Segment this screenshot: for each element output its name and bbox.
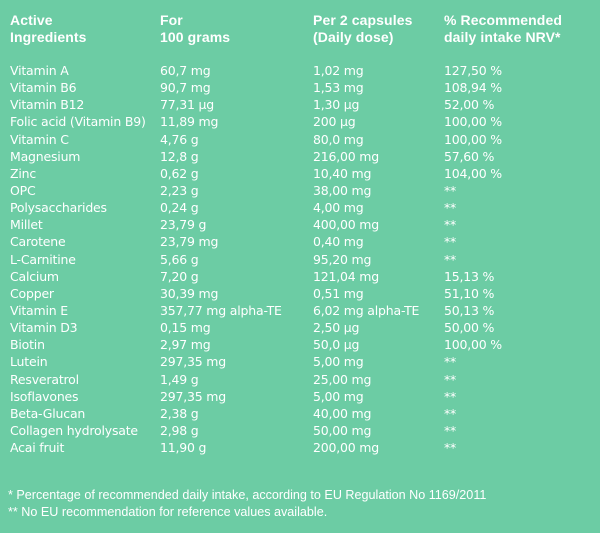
table-row <box>0 182 600 199</box>
amount-per-dose: 50,0 µg <box>313 337 360 353</box>
ingredient-name: Acai fruit <box>10 440 65 456</box>
amount-per-dose: 1,02 mg <box>313 63 364 78</box>
table-header <box>0 12 600 52</box>
header-per-daily-dose <box>313 12 412 46</box>
nrv-percentage: ** <box>444 251 457 267</box>
nrv-percentage: 50,13 % <box>444 302 495 318</box>
header-line: % Recommended <box>444 12 562 28</box>
nrv-percentage: ** <box>444 422 457 438</box>
ingredient-name: OPC <box>10 182 36 198</box>
ingredient-name: Millet <box>10 217 43 233</box>
table-row <box>0 165 600 182</box>
header-line: For <box>160 12 183 28</box>
ingredient-name: Vitamin B12 <box>10 97 85 113</box>
amount-per-100g: 0,15 mg <box>160 320 211 336</box>
header-line: Per 2 capsules <box>313 12 413 28</box>
amount-per-100g: 12,8 g <box>160 148 199 164</box>
table-row <box>0 268 600 285</box>
table-row <box>0 131 600 148</box>
nrv-percentage: ** <box>444 405 457 421</box>
amount-per-dose: 6,02 mg alpha-TE <box>313 302 420 318</box>
amount-per-100g: 11,89 mg <box>160 114 219 130</box>
amount-per-dose: 0,40 mg <box>313 234 364 250</box>
nrv-percentage: ** <box>444 182 457 198</box>
amount-per-100g: 4,76 g <box>160 131 199 147</box>
amount-per-dose: 4,00 mg <box>313 200 364 216</box>
table-row <box>0 233 600 250</box>
header-line: daily intake NRV* <box>444 29 561 45</box>
nrv-percentage: 100,00 % <box>444 131 502 147</box>
table-row <box>0 62 600 79</box>
table-row <box>0 199 600 216</box>
header-line: (Daily dose) <box>313 29 394 45</box>
table-row <box>0 336 600 353</box>
header-recommended-intake <box>444 12 562 46</box>
ingredient-name: Carotene <box>10 234 66 250</box>
ingredient-name: Polysaccharides <box>10 200 107 216</box>
amount-per-100g: 357,77 mg alpha-TE <box>160 302 282 318</box>
amount-per-100g: 23,79 mg <box>160 234 219 250</box>
amount-per-dose: 200,00 mg <box>313 440 380 456</box>
amount-per-dose: 200 µg <box>313 114 356 130</box>
header-line: 100 grams <box>160 29 231 45</box>
nrv-percentage: ** <box>444 371 457 387</box>
nrv-percentage: 57,60 % <box>444 148 495 164</box>
nrv-percentage: ** <box>444 234 457 250</box>
amount-per-100g: 2,38 g <box>160 405 199 421</box>
header-line: Active <box>10 12 53 28</box>
amount-per-100g: 2,98 g <box>160 422 199 438</box>
ingredient-name: Magnesium <box>10 148 81 164</box>
amount-per-dose: 10,40 mg <box>313 165 372 181</box>
table-row <box>0 251 600 268</box>
amount-per-100g: 90,7 mg <box>160 80 211 96</box>
ingredient-name: Vitamin E <box>10 302 68 318</box>
footnote-nrv: * Percentage of recommended daily intake, according to EU Regulation No 1169/2011 <box>8 488 487 502</box>
ingredient-name: Vitamin A <box>10 63 69 78</box>
nrv-percentage: 50,00 % <box>444 320 495 336</box>
ingredient-name: Resveratrol <box>10 371 79 387</box>
amount-per-dose: 38,00 mg <box>313 182 372 198</box>
ingredient-name: L-Carnitine <box>10 251 76 267</box>
amount-per-dose: 2,50 µg <box>313 320 360 336</box>
amount-per-100g: 30,39 mg <box>160 285 219 301</box>
amount-per-100g: 2,97 mg <box>160 337 211 353</box>
amount-per-dose: 40,00 mg <box>313 405 372 421</box>
amount-per-dose: 25,00 mg <box>313 371 372 387</box>
amount-per-dose: 5,00 mg <box>313 354 364 370</box>
amount-per-100g: 297,35 mg <box>160 354 227 370</box>
nrv-percentage: ** <box>444 217 457 233</box>
ingredient-name: Beta-Glucan <box>10 405 86 421</box>
table-row <box>0 148 600 165</box>
table-row <box>0 422 600 439</box>
table-row <box>0 388 600 405</box>
footnotes <box>8 487 598 521</box>
amount-per-dose: 1,53 mg <box>313 80 364 96</box>
amount-per-100g: 1,49 g <box>160 371 199 387</box>
table-row <box>0 216 600 233</box>
ingredient-name: Vitamin D3 <box>10 320 78 336</box>
table-row <box>0 96 600 113</box>
amount-per-100g: 5,66 g <box>160 251 199 267</box>
footnote-no-recommendation: ** No EU recommendation for reference values available. <box>8 505 328 519</box>
nrv-percentage: 108,94 % <box>444 80 502 96</box>
ingredient-name: Lutein <box>10 354 48 370</box>
nrv-percentage: 100,00 % <box>444 114 502 130</box>
nrv-percentage: 127,50 % <box>444 63 502 78</box>
nrv-percentage: 15,13 % <box>444 268 495 284</box>
amount-per-100g: 11,90 g <box>160 440 207 456</box>
amount-per-100g: 23,79 g <box>160 217 207 233</box>
table-row <box>0 319 600 336</box>
amount-per-100g: 77,31 µg <box>160 97 215 113</box>
ingredient-name: Vitamin B6 <box>10 80 77 96</box>
nrv-percentage: 52,00 % <box>444 97 495 113</box>
amount-per-dose: 1,30 µg <box>313 97 360 113</box>
ingredient-name: Biotin <box>10 337 45 353</box>
nrv-percentage: ** <box>444 200 457 216</box>
table-row <box>0 285 600 302</box>
amount-per-100g: 0,62 g <box>160 165 199 181</box>
amount-per-dose: 400,00 mg <box>313 217 380 233</box>
amount-per-100g: 297,35 mg <box>160 388 227 404</box>
header-line: Ingredients <box>10 29 87 45</box>
ingredient-name: Isoflavones <box>10 388 79 404</box>
amount-per-dose: 0,51 mg <box>313 285 364 301</box>
nrv-percentage: 51,10 % <box>444 285 495 301</box>
table-row <box>0 79 600 96</box>
nrv-percentage: ** <box>444 354 457 370</box>
amount-per-100g: 7,20 g <box>160 268 199 284</box>
amount-per-dose: 80,0 mg <box>313 131 364 147</box>
ingredient-name: Vitamin C <box>10 131 69 147</box>
amount-per-100g: 60,7 mg <box>160 63 211 78</box>
amount-per-dose: 50,00 mg <box>313 422 372 438</box>
header-active-ingredients <box>10 12 87 46</box>
nrv-percentage: 100,00 % <box>444 337 502 353</box>
table-row <box>0 302 600 319</box>
table-row <box>0 353 600 370</box>
table-body <box>0 62 600 456</box>
nrv-percentage: ** <box>444 388 457 404</box>
nrv-percentage: ** <box>444 440 457 456</box>
amount-per-dose: 95,20 mg <box>313 251 372 267</box>
table-row <box>0 113 600 130</box>
table-row <box>0 439 600 456</box>
amount-per-100g: 2,23 g <box>160 182 199 198</box>
ingredient-name: Copper <box>10 285 54 301</box>
ingredient-name: Collagen hydrolysate <box>10 422 138 438</box>
table-row <box>0 371 600 388</box>
amount-per-dose: 121,04 mg <box>313 268 380 284</box>
amount-per-100g: 0,24 g <box>160 200 199 216</box>
amount-per-dose: 216,00 mg <box>313 148 380 164</box>
header-per-100-grams <box>160 12 230 46</box>
ingredient-name: Zinc <box>10 165 37 181</box>
table-row <box>0 405 600 422</box>
ingredient-name: Folic acid (Vitamin B9) <box>10 114 146 130</box>
amount-per-dose: 5,00 mg <box>313 388 364 404</box>
nrv-percentage: 104,00 % <box>444 165 502 181</box>
ingredient-name: Calcium <box>10 268 59 284</box>
